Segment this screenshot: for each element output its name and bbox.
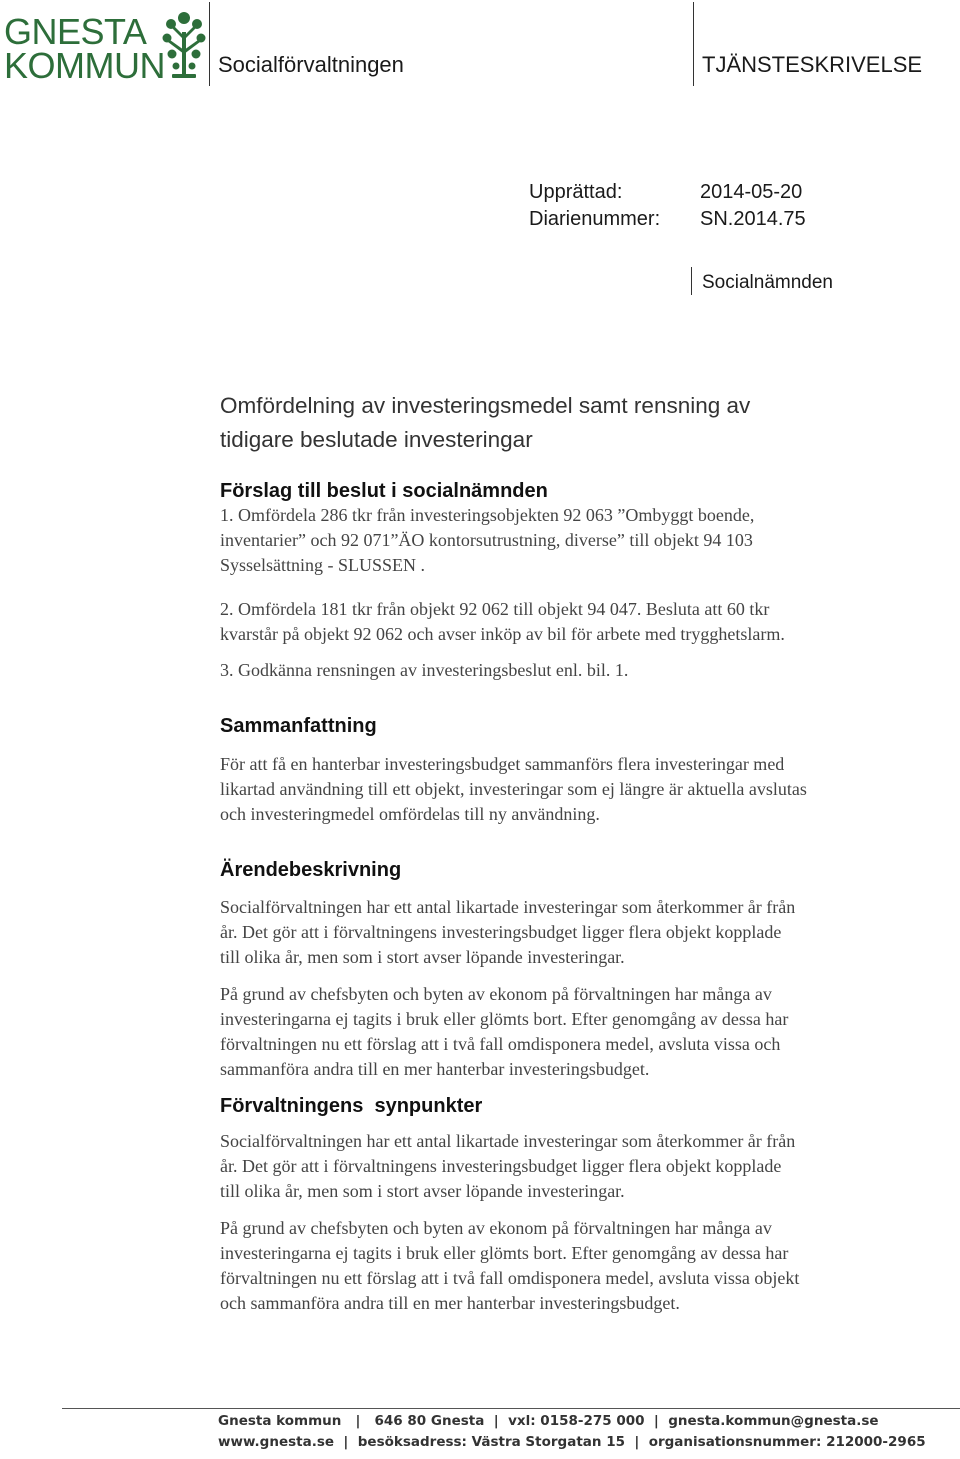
summary-line: och investeringmedel omfördelas till ny användning. xyxy=(220,804,600,824)
viewpoints-line: till olika år, men som i stort avser löpande investeringar. xyxy=(220,1181,625,1201)
description-line: år. Det gör att i förvaltningens investeringsbudget ligger flera objekt kopplade xyxy=(220,922,782,942)
registry-label: Diarienummer: xyxy=(529,208,661,230)
footer-address-line: www.gnesta.se | besöksadress: Västra Storgatan 15 | organisationsnummer: 212000-2965 xyxy=(218,1434,926,1450)
recipient-divider xyxy=(691,267,692,295)
summary-heading: Sammanfattning xyxy=(220,715,377,737)
proposal-line: 3. Godkänna rensningen av investeringsbeslut enl. bil. 1. xyxy=(220,660,629,680)
proposal-line: 2. Omfördela 181 tkr från objekt 92 062 till objekt 94 047. Besluta att 60 tkr xyxy=(220,599,770,619)
proposal-line: 1. Omfördela 286 tkr från investeringsobjekten 92 063 ”Ombyggt boende, xyxy=(220,505,755,525)
viewpoints-line: och sammanföra andra till en mer hanterbar investeringsbudget. xyxy=(220,1293,680,1313)
description-paragraph-2 xyxy=(220,982,920,1082)
description-line: sammanföra andra till en mer hanterbar investeringsbudget. xyxy=(220,1059,650,1079)
viewpoints-line: Socialförvaltningen har ett antal likartade investeringar som återkommer år från xyxy=(220,1131,796,1151)
viewpoints-line: förvaltningen nu ett förslag att i två fall omdisponera medel, avsluta vissa objekt xyxy=(220,1268,800,1288)
proposal-heading: Förslag till beslut i socialnämnden xyxy=(220,480,548,502)
viewpoints-line: år. Det gör att i förvaltningens investeringsbudget ligger flera objekt kopplade xyxy=(220,1156,782,1176)
viewpoints-paragraph-2 xyxy=(220,1216,920,1316)
document-type: TJÄNSTESKRIVELSE xyxy=(702,52,923,77)
description-heading: Ärendebeskrivning xyxy=(220,859,402,881)
logo-text-line2: KOMMUN xyxy=(4,45,165,86)
description-line: förvaltningen nu ett förslag att i två fall omdisponera medel, avsluta vissa och xyxy=(220,1034,781,1054)
proposal-item-2 xyxy=(220,597,920,647)
title-line: Omfördelning av investeringsmedel samt rensning av xyxy=(220,393,751,418)
created-label: Upprättad: xyxy=(529,181,623,203)
proposal-line: inventarier” och 92 071”ÄO kontorsutrustning, diverse” till objekt 94 103 xyxy=(220,530,753,550)
viewpoints-heading: Förvaltningens synpunkter xyxy=(220,1095,483,1117)
registry-number: SN.2014.75 xyxy=(700,208,806,230)
summary-line: För att få en hanterbar investeringsbudget sammanförs flera investeringar med xyxy=(220,754,785,774)
description-line: På grund av chefsbyten och byten av ekonom på förvaltningen har många av xyxy=(220,984,772,1004)
description-line: investeringarna ej tagits i bruk eller glömts bort. Efter genomgång av dessa har xyxy=(220,1009,789,1029)
proposal-line: kvarstår på objekt 92 062 och avser inköp av bil för arbete med trygghetslarm. xyxy=(220,624,785,644)
viewpoints-line: På grund av chefsbyten och byten av ekonom på förvaltningen har många av xyxy=(220,1218,772,1238)
recipient: Socialnämnden xyxy=(702,272,833,293)
viewpoints-line: investeringarna ej tagits i bruk eller glömts bort. Efter genomgång av dessa har xyxy=(220,1243,789,1263)
tree-icon xyxy=(162,10,206,84)
footer-contact-line: Gnesta kommun | 646 80 Gnesta | vxl: 0158-275 000 | gnesta.kommun@gnesta.se xyxy=(218,1413,879,1429)
created-date: 2014-05-20 xyxy=(700,181,803,203)
description-paragraph-1 xyxy=(220,895,920,970)
description-line: till olika år, men som i stort avser löpande investeringar. xyxy=(220,947,625,967)
proposal-line: Sysselsättning - SLUSSEN . xyxy=(220,555,426,575)
proposal-item-3 xyxy=(220,658,920,683)
summary-paragraph xyxy=(220,752,920,827)
page-title xyxy=(220,389,920,457)
proposal-item-1 xyxy=(220,503,920,578)
description-line: Socialförvaltningen har ett antal likartade investeringar som återkommer år från xyxy=(220,897,796,917)
municipality-logo xyxy=(4,10,204,84)
footer-divider xyxy=(62,1408,960,1409)
header-divider-right xyxy=(693,2,694,86)
title-line: tidigare beslutade investeringar xyxy=(220,427,533,452)
summary-line: likartad användning till ett objekt, investeringar som ej längre är aktuella avslutas xyxy=(220,779,807,799)
viewpoints-paragraph-1 xyxy=(220,1129,920,1204)
logo-text-line1: GNESTA xyxy=(4,11,147,52)
header-divider-left xyxy=(209,2,210,86)
department-name: Socialförvaltningen xyxy=(218,52,404,77)
